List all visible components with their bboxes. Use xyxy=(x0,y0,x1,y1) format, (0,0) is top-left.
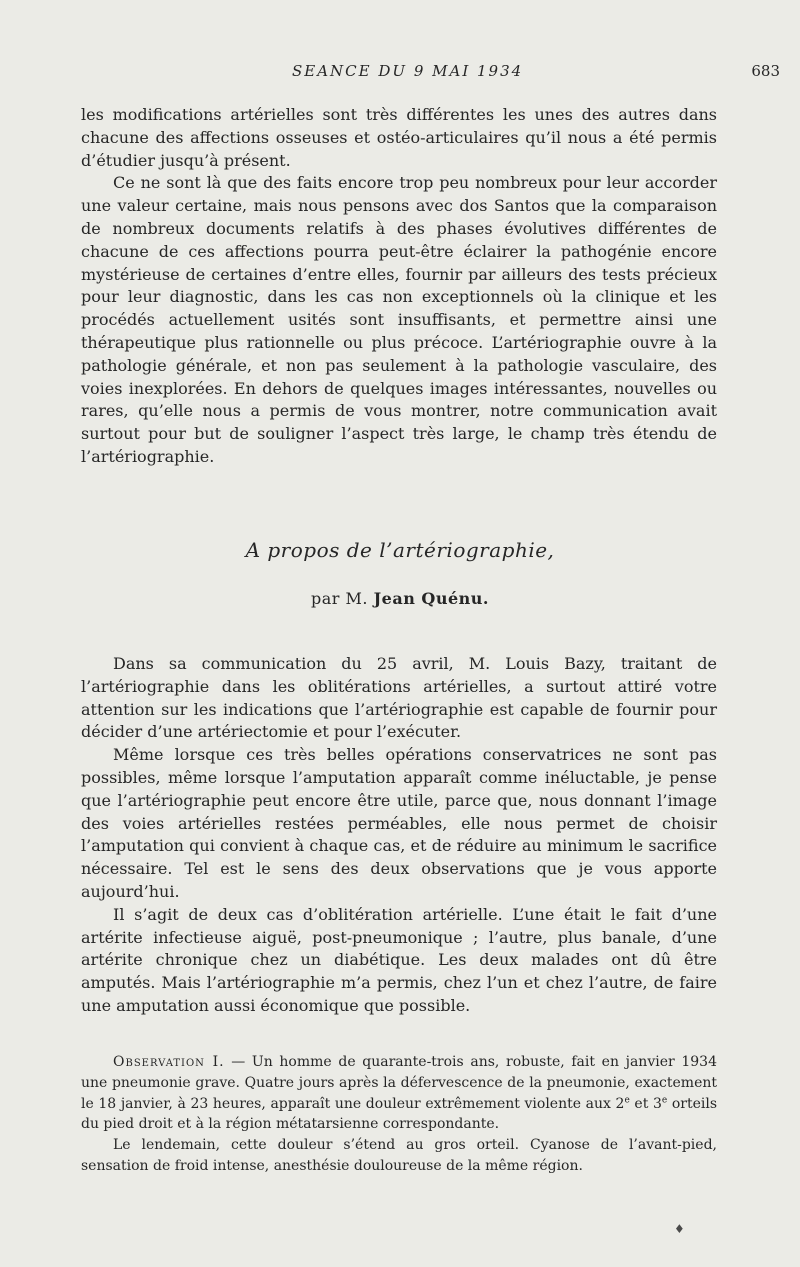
byline-prefix: par M. xyxy=(311,589,368,608)
paragraph: Même lorsque ces très belles opérations conservatrices ne sont pas possibles, même lorsque l’amputation apparaît comme inéluctable, je pense que l’artériographie peut encore être utile, parce que, nous donnant l’image des voies artérielles restées perméables, elle nous permet de choisir l’amputation qui convient à chaque cas, et de réduire au minimum le sacrifice nécessaire. Tel est le sens des deux observations que je vous apporte aujourd’hui. xyxy=(81,745,717,901)
observation-paragraph xyxy=(81,1052,717,1135)
running-title: SEANCE DU 9 MAI 1934 xyxy=(292,62,524,80)
observation-label: Observation I. xyxy=(113,1054,225,1070)
paragraph: Dans sa communication du 25 avril, M. Louis Bazy, traitant de l’artériographie dans les oblitérations artérielles, a surtout attiré votre attention sur les indications que l’artériographie est capable de fournir pour décider d’une artériectomie et pour l’exécuter. xyxy=(81,654,717,742)
observation-text-a: — Un homme de quarante-trois ans, robuste, fait en janvier 1934 une pneumonie grave. Quatre jours après la défervescence de la pneumonie, exactement le 18 janvier, à 23 heures, apparaît une douleur extrêmement violente aux 2 xyxy=(81,1054,717,1112)
previous-article-end xyxy=(81,104,717,469)
observation-text-c: orteils du pied droit et à la région métatarsienne correspondante. xyxy=(81,1095,718,1133)
byline xyxy=(0,589,800,608)
article-title: A propos de l’artériographie, xyxy=(245,538,555,562)
running-head xyxy=(0,62,800,84)
author-name: Jean Quénu. xyxy=(373,589,489,608)
paragraph: Il s’agit de deux cas d’oblitération artérielle. L’une était le fait d’une artérite infectieuse aiguë, post-pneumonique ; l’autre, plus banale, d’une artérite chronique chez un diabétique. Les deux malades ont dû être amputés. Mais l’artériographie m’a permis, chez l’un et chez l’autre, de faire une amputation aussi économique que possible. xyxy=(81,904,717,1015)
superscript: e xyxy=(624,1094,630,1105)
superscript: e xyxy=(661,1094,668,1105)
ink-mark: ♦ xyxy=(674,1222,685,1236)
observation-text-b: et 3 xyxy=(629,1095,662,1112)
paragraph: les modifications artérielles sont très différentes les unes des autres dans chacune des affections osseuses et ostéo-articulaires qu’il nous a été permis d’étudier jusqu’à présent. xyxy=(81,105,717,170)
article-body xyxy=(81,653,717,1018)
paragraph: Le lendemain, cette douleur s’étend au gros orteil. Cyanose de l’avant-pied, sensation de froid intense, anesthésie douloureuse de la même région. xyxy=(81,1137,717,1174)
observation-section xyxy=(81,1052,717,1177)
page-number: 683 xyxy=(751,62,780,80)
paragraph: Ce ne sont là que des faits encore trop peu nombreux pour leur accorder une valeur certaine, mais nous pensons avec dos Santos que la comparaison de nombreux documents relatifs à des phases évolutives différentes de chacune de ces affections pourra peut-être éclairer la pathogénie encore mystérieuse de certaines d’entre elles, fournir par ailleurs des tests précieux pour leur diagnostic, dans les cas non exceptionnels où la clinique et les procédés actuellement usités sont insuffisants, et permettre ainsi une thérapeutique plus rationnelle ou plus précoce. L’artériographie ouvre à la pathologie générale, et non pas seulement à la pathologie vasculaire, des voies inexplorées. En dehors de quelques images intéressantes, nouvelles ou rares, qu’elle nous a permis de vous montrer, notre communication avait surtout pour but de souligner l’aspect très large, le champ très étendu de l’artériographie. xyxy=(81,173,717,466)
